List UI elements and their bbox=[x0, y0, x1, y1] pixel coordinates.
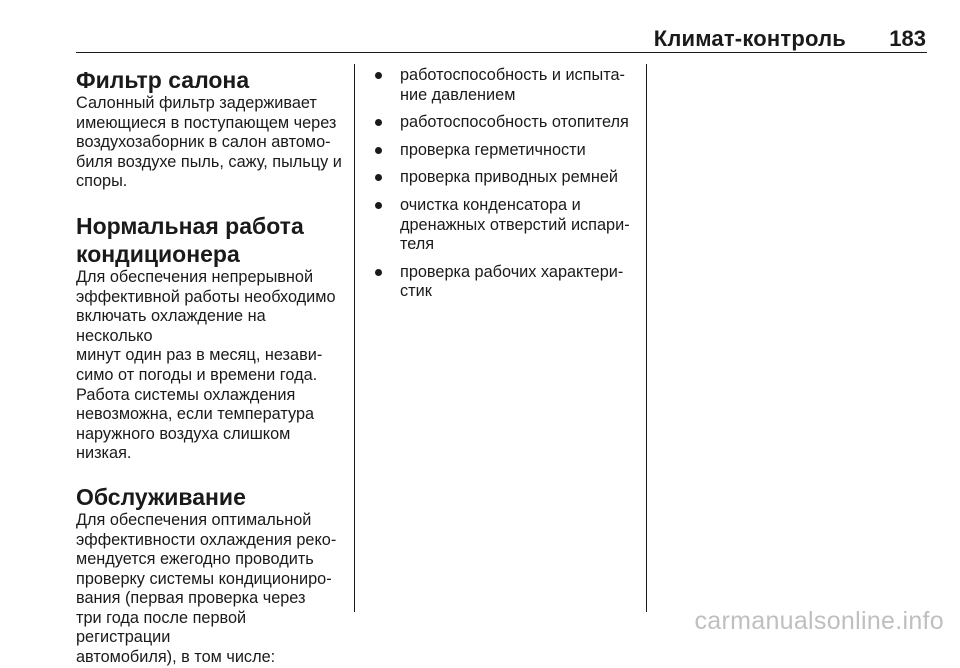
section-heading-cabin-filter: Фильтр салона bbox=[76, 67, 250, 93]
list-item-text: работоспособность отопителя bbox=[400, 113, 629, 132]
left-column bbox=[76, 58, 342, 668]
bullet-icon bbox=[375, 269, 382, 276]
list-item-text: работоспособность и испыта- ние давлением bbox=[400, 66, 625, 104]
section-body-normal-operation: Для обеспечения непрерывной эффективной работы необходимо включать охлаждение на несколько минут один раз в месяц, незави- симо от погоды и времени года. Работа системы охлаждения невозможна, если температура наружного воздуха слишком низкая. bbox=[76, 267, 336, 463]
watermark: carmanualsonline.info bbox=[694, 607, 944, 635]
column-divider-2 bbox=[646, 64, 647, 612]
header-rule bbox=[76, 52, 927, 53]
service-checklist bbox=[370, 66, 634, 302]
bullet-icon bbox=[375, 72, 382, 79]
list-item bbox=[370, 263, 634, 302]
bullet-icon bbox=[375, 174, 382, 181]
bullet-icon bbox=[375, 147, 382, 154]
list-item bbox=[370, 113, 634, 133]
bullet-icon bbox=[375, 119, 382, 126]
middle-column bbox=[370, 66, 634, 310]
list-item bbox=[370, 66, 634, 105]
list-item bbox=[370, 196, 634, 255]
list-item bbox=[370, 168, 634, 188]
page-header bbox=[76, 26, 926, 50]
column-divider-1 bbox=[354, 64, 355, 612]
section-body-service: Для обеспечения оптимальной эффективности охлаждения реко- мендуется ежегодно проводить проверку системы кондициониро- вания (первая проверка через три года после первой регистрации автомобиля), в том числе: bbox=[76, 510, 337, 667]
list-item bbox=[370, 141, 634, 161]
list-item-text: проверка приводных ремней bbox=[400, 168, 618, 187]
list-item-text: очистка конденсатора и дренажных отверстий испари- теля bbox=[400, 195, 630, 254]
list-item-text: проверка герметичности bbox=[400, 140, 586, 159]
list-item-text: проверка рабочих характери- стик bbox=[400, 262, 624, 301]
chapter-title: Климат-контроль bbox=[653, 26, 846, 51]
section-heading-service: Обслуживание bbox=[76, 483, 246, 510]
page-number: 183 bbox=[889, 26, 926, 51]
section-heading-normal-operation: Нормальная работа кондиционера bbox=[76, 212, 304, 267]
section-body-cabin-filter: Салонный фильтр задерживает имеющиеся в поступающем через воздухозаборник в салон автомо- биля воздухе пыль, сажу, пыльцу и споры. bbox=[76, 94, 342, 191]
bullet-icon bbox=[375, 202, 382, 209]
